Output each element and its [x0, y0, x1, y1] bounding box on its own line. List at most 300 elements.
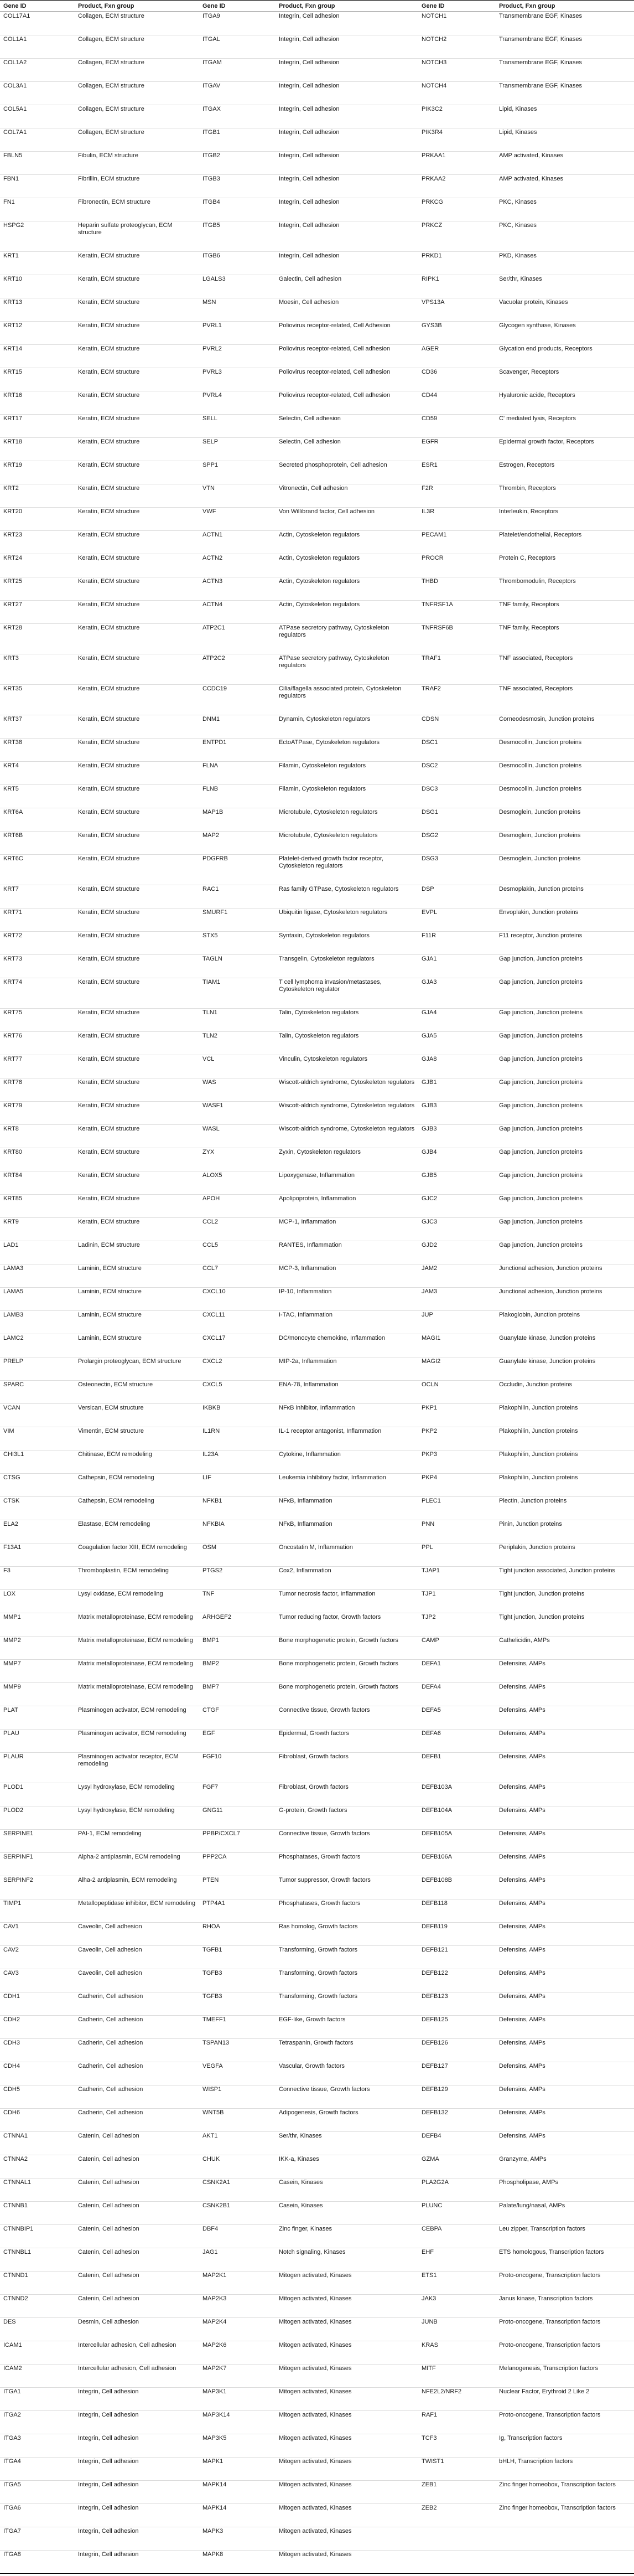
- gene-id-cell: GJA8: [418, 1055, 496, 1078]
- gene-id-cell: PRKAA2: [418, 175, 496, 198]
- product-fxn-cell: Vinculin, Cytoskeleton regulators: [276, 1055, 418, 1078]
- product-fxn-cell: Tetraspanin, Growth factors: [276, 2039, 418, 2062]
- gene-id-cell: COL3A1: [0, 82, 75, 105]
- product-fxn-cell: Caveolin, Cell adhesion: [75, 1969, 199, 1992]
- product-fxn-cell: Keratin, ECM structure: [75, 654, 199, 685]
- gene-id-cell: [418, 2527, 496, 2551]
- product-fxn-cell: Selectin, Cell adhesion: [276, 438, 418, 461]
- gene-id-cell: GYS3B: [418, 322, 496, 345]
- gene-id-cell: LAD1: [0, 1241, 75, 1264]
- product-fxn-cell: Integrin, Cell adhesion: [75, 2551, 199, 2574]
- gene-id-cell: KRT37: [0, 715, 75, 739]
- gene-id-cell: TNF: [199, 1590, 276, 1613]
- gene-id-cell: PTP4A1: [199, 1899, 276, 1923]
- product-fxn-cell: AMP activated, Kinases: [496, 175, 634, 198]
- product-fxn-cell: Catenin, Cell adhesion: [75, 2225, 199, 2248]
- product-fxn-cell: Lysyl hydroxylase, ECM remodeling: [75, 1806, 199, 1830]
- gene-id-cell: KRT6C: [0, 855, 75, 885]
- gene-id-cell: RHOA: [199, 1923, 276, 1946]
- gene-id-cell: CDH1: [0, 1992, 75, 2016]
- product-fxn-cell: Keratin, ECM structure: [75, 808, 199, 832]
- table-row: [0, 739, 634, 762]
- gene-id-cell: IKBKB: [199, 1404, 276, 1427]
- table-row: [0, 1497, 634, 1520]
- gene-id-cell: IL1RN: [199, 1427, 276, 1450]
- product-fxn-cell: Mitogen activated, Kinases: [276, 2411, 418, 2434]
- product-fxn-cell: Desmocollin, Junction proteins: [496, 762, 634, 785]
- table-row: [0, 624, 634, 654]
- table-row: [0, 885, 634, 908]
- gene-id-cell: CCDC19: [199, 685, 276, 715]
- table-row: [0, 554, 634, 577]
- gene-id-cell: BMP1: [199, 1637, 276, 1660]
- gene-id-cell: PTEN: [199, 1876, 276, 1899]
- product-fxn-cell: Casein, Kinases: [276, 2202, 418, 2225]
- product-fxn-cell: Keratin, ECM structure: [75, 932, 199, 955]
- gene-id-cell: DEFA6: [418, 1730, 496, 1753]
- product-fxn-cell: Vascular, Growth factors: [276, 2062, 418, 2085]
- gene-id-cell: RIPK1: [418, 275, 496, 298]
- table-row: [0, 275, 634, 298]
- gene-id-cell: OSM: [199, 1543, 276, 1567]
- product-fxn-cell: Collagen, ECM structure: [75, 82, 199, 105]
- gene-id-cell: MAPK14: [199, 2481, 276, 2504]
- gene-id-cell: NFKB1: [199, 1497, 276, 1520]
- product-fxn-cell: Keratin, ECM structure: [75, 345, 199, 368]
- gene-id-cell: KRT79: [0, 1102, 75, 1125]
- gene-id-cell: JAK3: [418, 2295, 496, 2318]
- product-fxn-cell: PKC, Kinases: [496, 198, 634, 221]
- table-row: [0, 1946, 634, 1969]
- product-fxn-cell: Nuclear Factor, Erythroid 2 Like 2: [496, 2388, 634, 2411]
- product-fxn-cell: Mitogen activated, Kinases: [276, 2434, 418, 2458]
- gene-id-cell: CDH5: [0, 2085, 75, 2109]
- gene-id-cell: CTNND2: [0, 2295, 75, 2318]
- product-fxn-cell: F11 receptor, Junction proteins: [496, 932, 634, 955]
- gene-id-cell: GNG11: [199, 1806, 276, 1830]
- product-fxn-cell: Connective tissue, Growth factors: [276, 1830, 418, 1853]
- product-fxn-cell: Collagen, ECM structure: [75, 128, 199, 152]
- product-fxn-cell: Keratin, ECM structure: [75, 908, 199, 932]
- gene-id-cell: ITGA3: [0, 2434, 75, 2458]
- gene-id-cell: DSP: [418, 885, 496, 908]
- gene-id-cell: CHI3L1: [0, 1450, 75, 1474]
- product-fxn-cell: Desmoplakin, Junction proteins: [496, 885, 634, 908]
- gene-id-cell: DBF4: [199, 2225, 276, 2248]
- gene-id-cell: VCL: [199, 1055, 276, 1078]
- product-fxn-cell: G-protein, Growth factors: [276, 1806, 418, 1830]
- product-fxn-cell: IP-10, Inflammation: [276, 1288, 418, 1311]
- gene-id-cell: SERPINE1: [0, 1830, 75, 1853]
- gene-id-cell: SPP1: [199, 461, 276, 484]
- gene-id-cell: TWIST1: [418, 2458, 496, 2481]
- table-row: [0, 438, 634, 461]
- product-fxn-cell: Keratin, ECM structure: [75, 1171, 199, 1195]
- gene-id-cell: EGFR: [418, 438, 496, 461]
- gene-id-cell: KRT72: [0, 932, 75, 955]
- gene-id-cell: PNN: [418, 1520, 496, 1543]
- gene-id-cell: FLNA: [199, 762, 276, 785]
- product-fxn-cell: Defensins, AMPs: [496, 1923, 634, 1946]
- product-fxn-cell: Wiscott-aldrich syndrome, Cytoskeleton regulators: [276, 1102, 418, 1125]
- product-fxn-cell: Gap junction, Junction proteins: [496, 1125, 634, 1148]
- product-fxn-cell: Keratin, ECM structure: [75, 739, 199, 762]
- gene-id-cell: CDH6: [0, 2109, 75, 2132]
- gene-id-cell: OCLN: [418, 1381, 496, 1404]
- gene-id-cell: CAV1: [0, 1923, 75, 1946]
- product-fxn-cell: Keratin, ECM structure: [75, 484, 199, 508]
- gene-id-cell: TRAF1: [418, 654, 496, 685]
- gene-id-cell: JAM2: [418, 1264, 496, 1288]
- product-fxn-cell: Ig, Transcription factors: [496, 2434, 634, 2458]
- product-fxn-cell: Desmocollin, Junction proteins: [496, 785, 634, 808]
- gene-id-cell: MAP2K1: [199, 2272, 276, 2295]
- gene-id-cell: FBLN5: [0, 152, 75, 175]
- product-fxn-cell: Cadherin, Cell adhesion: [75, 2062, 199, 2085]
- gene-id-cell: ACTN1: [199, 531, 276, 554]
- product-fxn-cell: EGF-like, Growth factors: [276, 2016, 418, 2039]
- table-row: [0, 2155, 634, 2178]
- gene-id-cell: KRT23: [0, 531, 75, 554]
- gene-id-cell: PLAUR: [0, 1753, 75, 1783]
- gene-id-cell: ITGAL: [199, 35, 276, 59]
- gene-id-cell: DSC2: [418, 762, 496, 785]
- gene-id-cell: ITGB1: [199, 128, 276, 152]
- product-fxn-cell: NFκB, Inflammation: [276, 1520, 418, 1543]
- product-fxn-cell: Metallopeptidase inhibitor, ECM remodeling: [75, 1899, 199, 1923]
- gene-id-cell: THBD: [418, 577, 496, 601]
- product-fxn-cell: Prolargin proteoglycan, ECM structure: [75, 1357, 199, 1381]
- gene-id-cell: GJA4: [418, 1009, 496, 1032]
- product-fxn-cell: Selectin, Cell adhesion: [276, 415, 418, 438]
- gene-id-cell: KRT80: [0, 1148, 75, 1171]
- product-fxn-cell: Transforming, Growth factors: [276, 1969, 418, 1992]
- table-row: [0, 715, 634, 739]
- product-fxn-cell: Plakophilin, Junction proteins: [496, 1450, 634, 1474]
- table-row: [0, 175, 634, 198]
- gene-id-cell: CXCL11: [199, 1311, 276, 1334]
- product-fxn-cell: Defensins, AMPs: [496, 2109, 634, 2132]
- product-fxn-cell: Thrombin, Receptors: [496, 484, 634, 508]
- product-fxn-cell: TNF family, Receptors: [496, 624, 634, 654]
- product-fxn-cell: Keratin, ECM structure: [75, 1009, 199, 1032]
- table-row: [0, 2109, 634, 2132]
- product-fxn-cell: Keratin, ECM structure: [75, 978, 199, 1009]
- gene-id-cell: KRT17: [0, 415, 75, 438]
- table-row: [0, 35, 634, 59]
- gene-id-cell: LAMC2: [0, 1334, 75, 1357]
- table-row: [0, 2411, 634, 2434]
- table-row: [0, 978, 634, 1009]
- product-fxn-cell: Laminin, ECM structure: [75, 1334, 199, 1357]
- product-fxn-cell: Vimentin, ECM structure: [75, 1427, 199, 1450]
- product-fxn-cell: [496, 2551, 634, 2574]
- gene-id-cell: CDSN: [418, 715, 496, 739]
- gene-id-cell: CHUK: [199, 2155, 276, 2178]
- gene-id-cell: TJP2: [418, 1613, 496, 1637]
- table-row: [0, 105, 634, 128]
- product-fxn-cell: Junctional adhesion, Junction proteins: [496, 1288, 634, 1311]
- gene-id-cell: COL1A2: [0, 59, 75, 82]
- product-fxn-cell: Keratin, ECM structure: [75, 855, 199, 885]
- product-fxn-cell: Proto-oncogene, Transcription factors: [496, 2318, 634, 2341]
- product-fxn-cell: Integrin, Cell adhesion: [276, 128, 418, 152]
- table-row: [0, 2481, 634, 2504]
- header-product-fxn-3: Product, Fxn group: [496, 1, 634, 12]
- product-fxn-cell: Ser/thr, Kinases: [276, 2132, 418, 2155]
- product-fxn-cell: Keratin, ECM structure: [75, 1125, 199, 1148]
- product-fxn-cell: IL-1 receptor antagonist, Inflammation: [276, 1427, 418, 1450]
- product-fxn-cell: ATPase secretory pathway, Cytoskeleton regulators: [276, 624, 418, 654]
- gene-id-cell: PLA2G2A: [418, 2178, 496, 2202]
- gene-id-cell: AGER: [418, 345, 496, 368]
- table-row: [0, 2272, 634, 2295]
- gene-id-cell: FLNB: [199, 785, 276, 808]
- product-fxn-cell: Catenin, Cell adhesion: [75, 2155, 199, 2178]
- gene-id-cell: PLOD2: [0, 1806, 75, 1830]
- product-fxn-cell: Collagen, ECM structure: [75, 12, 199, 35]
- gene-id-cell: PKP2: [418, 1427, 496, 1450]
- product-fxn-cell: Integrin, Cell adhesion: [75, 2411, 199, 2434]
- table-row: [0, 368, 634, 391]
- table-row: [0, 1357, 634, 1381]
- product-fxn-cell: Matrix metalloproteinase, ECM remodeling: [75, 1637, 199, 1660]
- table-row: [0, 2365, 634, 2388]
- gene-id-cell: CTSK: [0, 1497, 75, 1520]
- product-fxn-cell: Notch signaling, Kinases: [276, 2248, 418, 2272]
- gene-id-cell: DEFB132: [418, 2109, 496, 2132]
- gene-id-cell: AKT1: [199, 2132, 276, 2155]
- table-row: [0, 601, 634, 624]
- product-fxn-cell: Casein, Kinases: [276, 2178, 418, 2202]
- gene-id-cell: KRT15: [0, 368, 75, 391]
- gene-id-cell: DES: [0, 2318, 75, 2341]
- table-row: [0, 1543, 634, 1567]
- product-fxn-cell: Integrin, Cell adhesion: [75, 2388, 199, 2411]
- gene-id-cell: VIM: [0, 1427, 75, 1450]
- gene-id-cell: MITF: [418, 2365, 496, 2388]
- table-row: [0, 1381, 634, 1404]
- table-row: [0, 1992, 634, 2016]
- product-fxn-cell: Periplakin, Junction proteins: [496, 1543, 634, 1567]
- gene-id-cell: PPP2CA: [199, 1853, 276, 1876]
- product-fxn-cell: Integrin, Cell adhesion: [276, 59, 418, 82]
- product-fxn-cell: Osteonectin, ECM structure: [75, 1381, 199, 1404]
- product-fxn-cell: Fibulin, ECM structure: [75, 152, 199, 175]
- product-fxn-cell: ATPase secretory pathway, Cytoskeleton regulators: [276, 654, 418, 685]
- product-fxn-cell: Matrix metalloproteinase, ECM remodeling: [75, 1683, 199, 1706]
- gene-id-cell: BMP2: [199, 1660, 276, 1683]
- gene-id-cell: CXCL5: [199, 1381, 276, 1404]
- product-fxn-cell: C' mediated lysis, Receptors: [496, 415, 634, 438]
- gene-id-cell: TRAF2: [418, 685, 496, 715]
- product-fxn-cell: Gap junction, Junction proteins: [496, 1218, 634, 1241]
- gene-id-cell: COL5A1: [0, 105, 75, 128]
- gene-id-cell: ETS1: [418, 2272, 496, 2295]
- table-row: [0, 2295, 634, 2318]
- product-fxn-cell: NFκB inhibitor, Inflammation: [276, 1404, 418, 1427]
- product-fxn-cell: Mitogen activated, Kinases: [276, 2295, 418, 2318]
- product-fxn-cell: T cell lymphoma invasion/metastases, Cytoskeleton regulator: [276, 978, 418, 1009]
- gene-id-cell: NOTCH4: [418, 82, 496, 105]
- gene-id-cell: KRT5: [0, 785, 75, 808]
- product-fxn-cell: DC/monocyte chemokine, Inflammation: [276, 1334, 418, 1357]
- table-row: [0, 577, 634, 601]
- product-fxn-cell: Cathepsin, ECM remodeling: [75, 1497, 199, 1520]
- gene-id-cell: DEFB105A: [418, 1830, 496, 1853]
- product-fxn-cell: Actin, Cytoskeleton regulators: [276, 601, 418, 624]
- table-row: [0, 1730, 634, 1753]
- product-fxn-cell: Keratin, ECM structure: [75, 275, 199, 298]
- product-fxn-cell: Cilia/flagella associated protein, Cytoskeleton regulators: [276, 685, 418, 715]
- product-fxn-cell: Mitogen activated, Kinases: [276, 2341, 418, 2365]
- gene-id-cell: JUNB: [418, 2318, 496, 2341]
- product-fxn-cell: Ladinin, ECM structure: [75, 1241, 199, 1264]
- gene-id-cell: KRT76: [0, 1032, 75, 1055]
- gene-id-cell: WASF1: [199, 1102, 276, 1125]
- product-fxn-cell: Defensins, AMPs: [496, 2016, 634, 2039]
- product-fxn-cell: Plasminogen activator, ECM remodeling: [75, 1706, 199, 1730]
- gene-id-cell: WISP1: [199, 2085, 276, 2109]
- gene-id-cell: ITGB6: [199, 252, 276, 275]
- product-fxn-cell: Gap junction, Junction proteins: [496, 1241, 634, 1264]
- product-fxn-cell: Vacuolar protein, Kinases: [496, 298, 634, 322]
- gene-id-cell: DSC1: [418, 739, 496, 762]
- product-fxn-cell: Bone morphogenetic protein, Growth factors: [276, 1683, 418, 1706]
- gene-id-cell: F11R: [418, 932, 496, 955]
- product-fxn-cell: Transmembrane EGF, Kinases: [496, 82, 634, 105]
- gene-id-cell: KRT8: [0, 1125, 75, 1148]
- product-fxn-cell: Plasminogen activator, ECM remodeling: [75, 1730, 199, 1753]
- gene-id-cell: TCF3: [418, 2434, 496, 2458]
- product-fxn-cell: Wiscott-aldrich syndrome, Cytoskeleton regulators: [276, 1078, 418, 1102]
- product-fxn-cell: Transgelin, Cytoskeleton regulators: [276, 955, 418, 978]
- gene-id-cell: ITGB4: [199, 198, 276, 221]
- product-fxn-cell: Moesin, Cell adhesion: [276, 298, 418, 322]
- product-fxn-cell: Thrombomodulin, Receptors: [496, 577, 634, 601]
- gene-id-cell: GJB1: [418, 1078, 496, 1102]
- product-fxn-cell: Laminin, ECM structure: [75, 1311, 199, 1334]
- gene-id-cell: GJB4: [418, 1148, 496, 1171]
- product-fxn-cell: Tumor reducing factor, Growth factors: [276, 1613, 418, 1637]
- product-fxn-cell: Lysyl hydroxylase, ECM remodeling: [75, 1783, 199, 1806]
- gene-id-cell: CSNK2A1: [199, 2178, 276, 2202]
- product-fxn-cell: Plasminogen activator receptor, ECM remodeling: [75, 1753, 199, 1783]
- gene-id-cell: CCL2: [199, 1218, 276, 1241]
- gene-id-cell: KRAS: [418, 2341, 496, 2365]
- product-fxn-cell: Gap junction, Junction proteins: [496, 1171, 634, 1195]
- product-fxn-cell: Connective tissue, Growth factors: [276, 2085, 418, 2109]
- product-fxn-cell: Gap junction, Junction proteins: [496, 1032, 634, 1055]
- product-fxn-cell: Proto-oncogene, Transcription factors: [496, 2272, 634, 2295]
- product-fxn-cell: Defensins, AMPs: [496, 1730, 634, 1753]
- gene-id-cell: LGALS3: [199, 275, 276, 298]
- gene-id-cell: MAP3K14: [199, 2411, 276, 2434]
- product-fxn-cell: AMP activated, Kinases: [496, 152, 634, 175]
- product-fxn-cell: Keratin, ECM structure: [75, 685, 199, 715]
- table-row: [0, 2434, 634, 2458]
- gene-id-cell: ZEB2: [418, 2504, 496, 2527]
- gene-id-cell: TIMP1: [0, 1899, 75, 1923]
- product-fxn-cell: Glycation end products, Receptors: [496, 345, 634, 368]
- gene-id-cell: MAP2K3: [199, 2295, 276, 2318]
- product-fxn-cell: Defensins, AMPs: [496, 1992, 634, 2016]
- table-row: [0, 2551, 634, 2574]
- product-fxn-cell: Gap junction, Junction proteins: [496, 1009, 634, 1032]
- product-fxn-cell: Plectin, Junction proteins: [496, 1497, 634, 1520]
- gene-id-cell: MAP2K4: [199, 2318, 276, 2341]
- product-fxn-cell: Keratin, ECM structure: [75, 762, 199, 785]
- product-fxn-cell: Estrogen, Receptors: [496, 461, 634, 484]
- table-row: [0, 1078, 634, 1102]
- product-fxn-cell: Zinc finger homeobox, Transcription factors: [496, 2504, 634, 2527]
- product-fxn-cell: Integrin, Cell adhesion: [276, 105, 418, 128]
- gene-id-cell: MAPK14: [199, 2504, 276, 2527]
- gene-id-cell: KRT77: [0, 1055, 75, 1078]
- gene-id-cell: PVRL3: [199, 368, 276, 391]
- product-fxn-cell: Granzyme, AMPs: [496, 2155, 634, 2178]
- gene-id-cell: ELA2: [0, 1520, 75, 1543]
- gene-id-cell: DSG2: [418, 832, 496, 855]
- product-fxn-cell: Gap junction, Junction proteins: [496, 1102, 634, 1125]
- gene-id-cell: PLAT: [0, 1706, 75, 1730]
- gene-id-cell: TLN2: [199, 1032, 276, 1055]
- product-fxn-cell: Lipoxygenase, Inflammation: [276, 1171, 418, 1195]
- table-row: [0, 2016, 634, 2039]
- gene-id-cell: TGFB1: [199, 1946, 276, 1969]
- gene-id-cell: VEGFA: [199, 2062, 276, 2085]
- product-fxn-cell: Oncostatin M, Inflammation: [276, 1543, 418, 1567]
- product-fxn-cell: Gap junction, Junction proteins: [496, 1055, 634, 1078]
- table-row: [0, 1567, 634, 1590]
- table-row: [0, 484, 634, 508]
- product-fxn-cell: Integrin, Cell adhesion: [276, 198, 418, 221]
- gene-id-cell: PRELP: [0, 1357, 75, 1381]
- table-row: [0, 1450, 634, 1474]
- product-fxn-cell: Talin, Cytoskeleton regulators: [276, 1009, 418, 1032]
- table-row: [0, 1311, 634, 1334]
- gene-id-cell: CEBPA: [418, 2225, 496, 2248]
- table-body: [0, 12, 634, 2574]
- product-fxn-cell: Vitronectin, Cell adhesion: [276, 484, 418, 508]
- gene-id-cell: DEFA4: [418, 1683, 496, 1706]
- product-fxn-cell: Talin, Cytoskeleton regulators: [276, 1032, 418, 1055]
- product-fxn-cell: Alpha-2 antiplasmin, ECM remodeling: [75, 1853, 199, 1876]
- gene-id-cell: JAG1: [199, 2248, 276, 2272]
- table-row: [0, 1899, 634, 1923]
- product-fxn-cell: Defensins, AMPs: [496, 1853, 634, 1876]
- gene-id-cell: ITGA4: [0, 2458, 75, 2481]
- product-fxn-cell: Microtubule, Cytoskeleton regulators: [276, 832, 418, 855]
- product-fxn-cell: Defensins, AMPs: [496, 1969, 634, 1992]
- product-fxn-cell: Desmoglein, Junction proteins: [496, 832, 634, 855]
- product-fxn-cell: Lipid, Kinases: [496, 105, 634, 128]
- gene-id-cell: FBN1: [0, 175, 75, 198]
- gene-id-cell: PLAU: [0, 1730, 75, 1753]
- gene-id-cell: KRT78: [0, 1078, 75, 1102]
- product-fxn-cell: Keratin, ECM structure: [75, 322, 199, 345]
- product-fxn-cell: Defensins, AMPs: [496, 2039, 634, 2062]
- table-row: [0, 461, 634, 484]
- product-fxn-cell: Pinin, Junction proteins: [496, 1520, 634, 1543]
- gene-id-cell: DNM1: [199, 715, 276, 739]
- gene-id-cell: KRT2: [0, 484, 75, 508]
- gene-id-cell: CTNNA2: [0, 2155, 75, 2178]
- gene-id-cell: PRKCG: [418, 198, 496, 221]
- product-fxn-cell: Caveolin, Cell adhesion: [75, 1946, 199, 1969]
- table-row: [0, 1125, 634, 1148]
- product-fxn-cell: Fibroblast, Growth factors: [276, 1783, 418, 1806]
